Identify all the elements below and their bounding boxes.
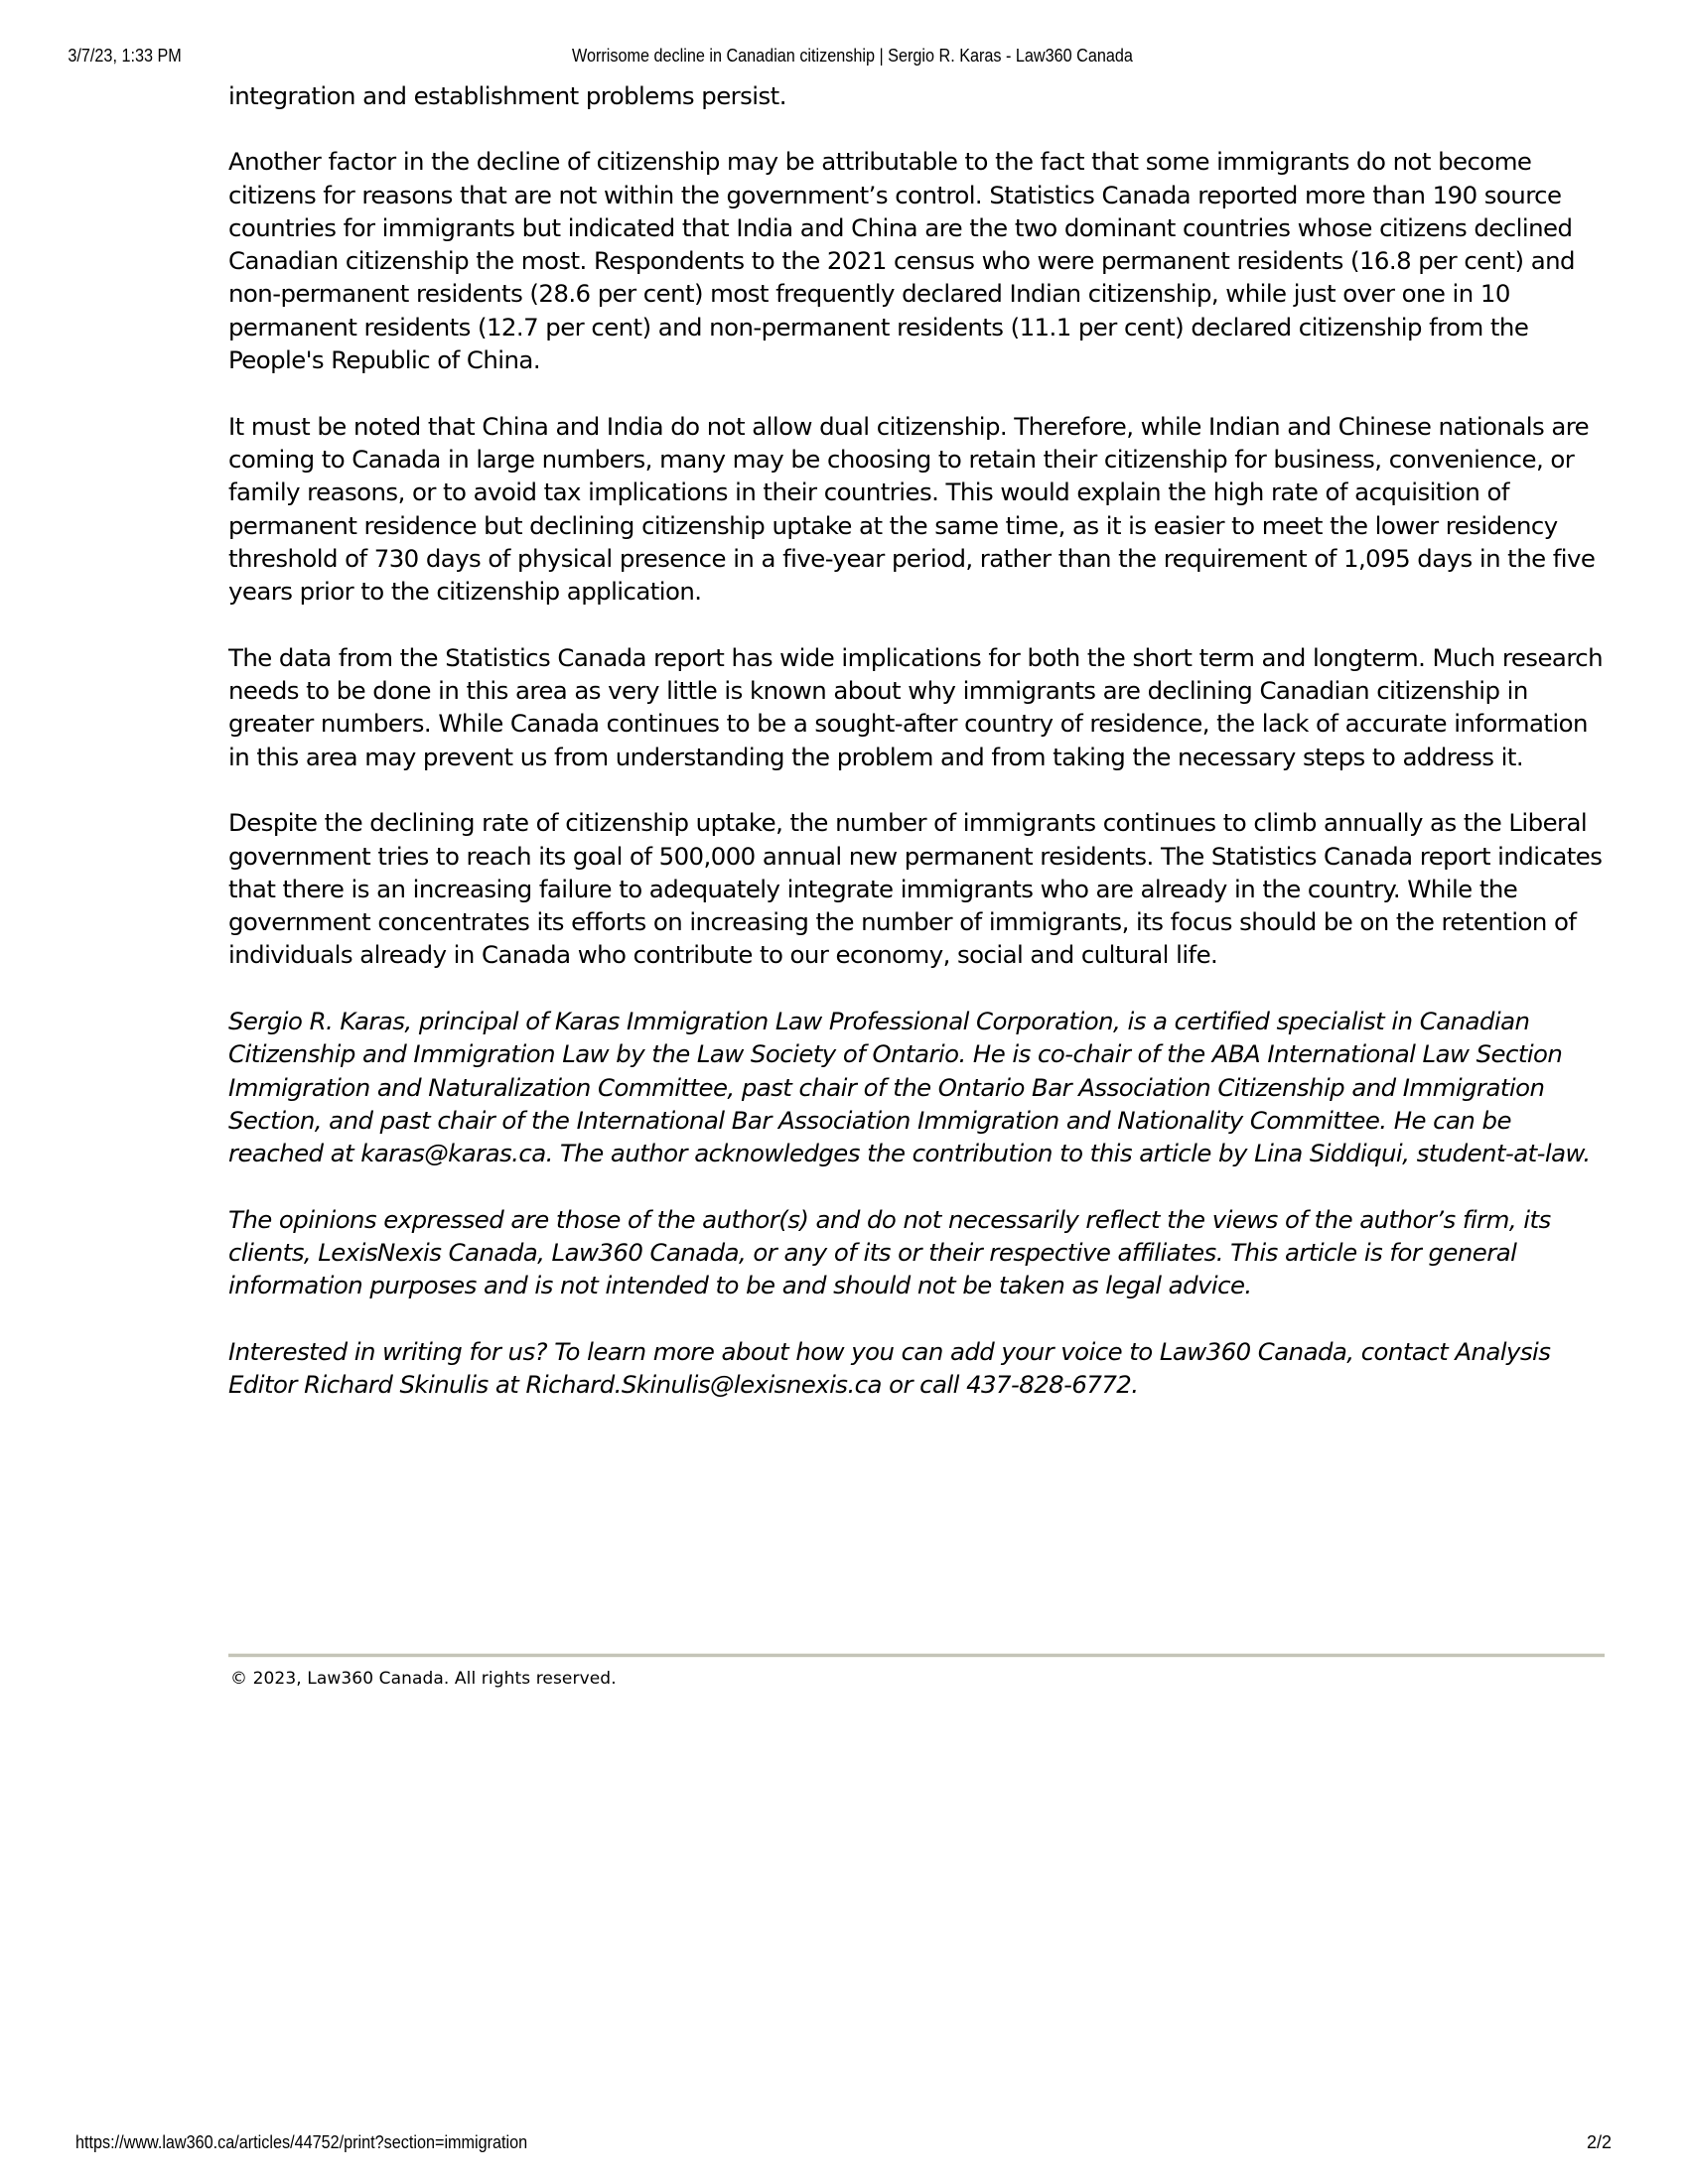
print-header <box>0 44 1519 68</box>
article-paragraph: Another factor in the decline of citizenship may be attributable to the fact that some immigrants do not become citizens for reasons that are not within the government’s control. Statistics Canada reported more than 190 source countries for immigrants but indicated that India and China are the two dominant countries whose citizens declined Canadian citizenship the most. Respondents to the 2021 census who were permanent residents (16.8 per cent) and non-permanent residents (28.6 per cent) most frequently declared Indian citizenship, while just over one in 10 permanent residents (12.7 per cent) and non-permanent residents (11.1 per cent) declared citizenship from the People's Republic of China. <box>228 147 1575 375</box>
contribute-note: Interested in writing for us? To learn more about how you can add your voice to Law360 Canada, contact Analysis Editor Richard Skinulis at Richard.Skinulis@lexisnexis.ca or call 437-828-6772. <box>228 1336 1551 1400</box>
copyright-notice: © 2023, Law360 Canada. All rights reserved. <box>230 1669 617 1689</box>
footer-divider <box>228 1653 1605 1658</box>
author-bio: Sergio R. Karas, principal of Karas Immigration Law Professional Corporation, is a certified specialist in Canadian Citizenship and Immigration Law by the Law Society of Ontario. He is co-chair of the ABA International Law Section Immigration and Naturalization Committee, past chair of the Ontario Bar Association Citizenship and Immigration Section, and past chair of the International Bar Association Immigration and Nationality Committee. He can be reached at karas@karas.ca. The author acknowledges the contribution to this article by Lina Siddiqui, student-at-law. <box>228 1007 1591 1168</box>
print-datetime: 3/7/23, 1:33 PM <box>68 46 182 66</box>
article-paragraph: Despite the declining rate of citizenship uptake, the number of immigrants continues to climb annually as the Liberal government tries to reach its goal of 500,000 annual new permanent residents. The Statistics Canada report indicates that there is an increasing failure to adequately integrate immigrants who are already in the country. While the government concentrates its efforts on increasing the number of immigrants, its focus should be on the retention of individuals already in Canada who contribute to our economy, social and cultural life. <box>228 808 1603 970</box>
article-body <box>228 79 1609 1402</box>
print-page-title: Worrisome decline in Canadian citizenship | Sergio R. Karas - Law360 Canada <box>572 46 1133 66</box>
article-paragraph: It must be noted that China and India do not allow dual citizenship. Therefore, while Indian and Chinese nationals are coming to Canada in large numbers, many may be choosing to retain their citizenship for business, convenience, or family reasons, or to avoid tax implications in their countries. This would explain the high rate of acquisition of permanent residence but declining citizenship uptake at the same time, as it is easier to meet the lower residency threshold of 730 days of physical presence in a five-year period, rather than the requirement of 1,095 days in the five years prior to the citizenship application. <box>228 411 1596 607</box>
disclaimer: The opinions expressed are those of the author(s) and do not necessarily reflect the views of the author’s firm, its clients, LexisNexis Canada, Law360 Canada, or any of its or their respective affiliates. This article is for general information purposes and is not intended to be and should not be taken as legal advice. <box>228 1204 1551 1300</box>
print-url: https://www.law360.ca/articles/44752/print?section=immigration <box>75 2132 528 2152</box>
page-number: 2/2 <box>1587 2132 1613 2152</box>
print-footer <box>0 2130 1688 2154</box>
article-paragraph: The data from the Statistics Canada report has wide implications for both the short term and longterm. Much research needs to be done in this area as very little is known about why immigrants are declining Canadian citizenship in greater numbers. While Canada continues to be a sought-after country of residence, the lack of accurate information in this area may prevent us from understanding the problem and from taking the necessary steps to address it. <box>228 642 1604 771</box>
article-paragraph: integration and establishment problems persist. <box>228 81 786 110</box>
